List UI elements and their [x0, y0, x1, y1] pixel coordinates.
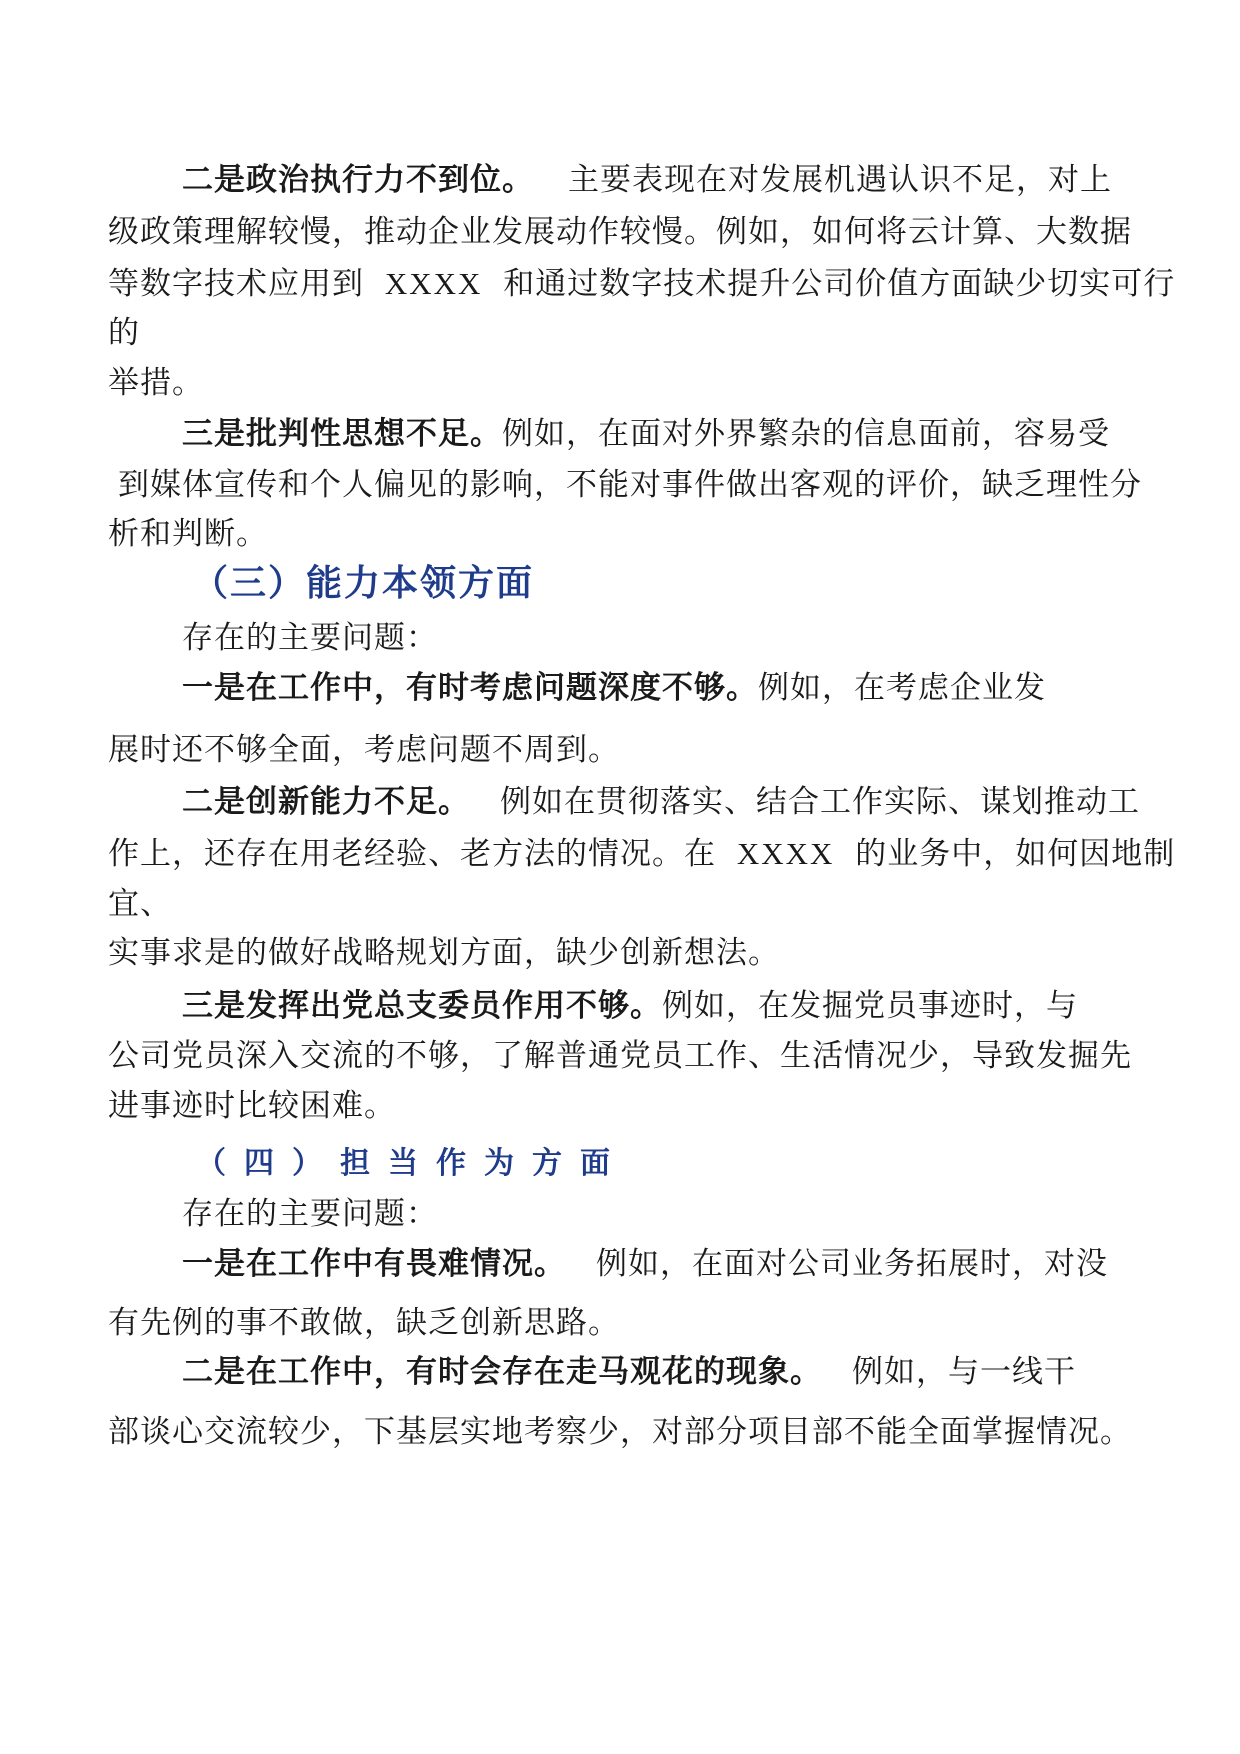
paragraph-4-text-a: 作上，还存在用老经验、老方法的情况。在 — [108, 836, 716, 872]
section-heading-4: （四）担当作为方面 — [196, 1146, 628, 1181]
section-4-intro: 存在的主要问题： — [182, 1196, 438, 1232]
paragraph-3-lead: 一是在工作中，有时考虑问题深度不够。 — [182, 670, 758, 706]
paragraph-2-line-1 — [182, 414, 1110, 454]
section-3-intro: 存在的主要问题： — [182, 620, 438, 656]
paragraph-5-line-2: 公司党员深入交流的不够，了解普通党员工作、生活情况少，导致发掘先 — [108, 1038, 1132, 1074]
paragraph-3-line-2: 展时还不够全面，考虑问题不周到。 — [108, 732, 620, 768]
paragraph-4-text: 例如在贯彻落实、结合工作实际、谋划推动工 — [500, 784, 1140, 820]
paragraph-7-line-1 — [182, 1352, 1076, 1392]
paragraph-5-lead: 三是发挥出党总支委员作用不够。 — [182, 988, 662, 1024]
paragraph-1-line-1 — [182, 160, 1112, 200]
paragraph-5-line-1 — [182, 986, 1078, 1026]
paragraph-1-text-a: 等数字技术应用到 — [108, 266, 364, 302]
paragraph-5-text: 例如，在发掘党员事迹时，与 — [662, 988, 1078, 1024]
paragraph-7-line-2: 部谈心交流较少，下基层实地考察少，对部分项目部不能全面掌握情况。 — [108, 1414, 1132, 1450]
paragraph-6-lead: 一是在工作中有畏难情况。 — [182, 1246, 566, 1282]
paragraph-1-text-b: 和通过数字技术提升公司价值方面缺少切实可行 — [503, 266, 1176, 302]
paragraph-6-line-2: 有先例的事不敢做，缺乏创新思路。 — [108, 1305, 620, 1341]
paragraph-6-line-1 — [182, 1244, 1108, 1284]
paragraph-2-line-2: 到媒体宣传和个人偏见的影响，不能对事件做出客观的评价，缺乏理性分 — [118, 467, 1142, 503]
paragraph-4-line-4: 实事求是的做好战略规划方面，缺少创新想法。 — [108, 935, 780, 971]
paragraph-4-line-1 — [182, 782, 1140, 822]
paragraph-7-text: 例如，与一线干 — [852, 1354, 1076, 1390]
paragraph-2-line-3: 析和判断。 — [108, 516, 268, 552]
paragraph-4-line-3: 宜、 — [108, 886, 172, 922]
paragraph-5-line-3: 进事迹时比较困难。 — [108, 1088, 396, 1124]
paragraph-4-line-2 — [108, 834, 1175, 874]
paragraph-1-line-2: 级政策理解较慢，推动企业发展动作较慢。例如，如何将云计算、大数据 — [108, 214, 1132, 250]
paragraph-3-text: 例如，在考虑企业发 — [758, 670, 1046, 706]
paragraph-4-lead: 二是创新能力不足。 — [182, 784, 470, 820]
paragraph-1-text: 主要表现在对发展机遇认识不足，对上 — [568, 162, 1112, 198]
paragraph-1-line-5: 举措。 — [108, 365, 204, 401]
paragraph-2-lead: 三是批判性思想不足。 — [182, 416, 502, 452]
paragraph-7-lead: 二是在工作中，有时会存在走马观花的现象。 — [182, 1354, 822, 1390]
paragraph-2-text: 例如，在面对外界繁杂的信息面前，容易受 — [502, 416, 1110, 452]
paragraph-3-line-1 — [182, 668, 1046, 708]
paragraph-4-code: XXXX — [736, 836, 835, 871]
paragraph-1-line-4: 的 — [108, 315, 140, 351]
paragraph-4-text-b: 的业务中，如何因地制 — [855, 836, 1176, 872]
paragraph-1-lead: 二是政治执行力不到位。 — [182, 162, 534, 198]
section-heading-3: （三）能力本领方面 — [192, 562, 535, 604]
paragraph-1-code: XXXX — [384, 266, 483, 301]
paragraph-6-text: 例如，在面对公司业务拓展时，对没 — [596, 1246, 1108, 1282]
paragraph-1-line-3 — [108, 264, 1175, 304]
